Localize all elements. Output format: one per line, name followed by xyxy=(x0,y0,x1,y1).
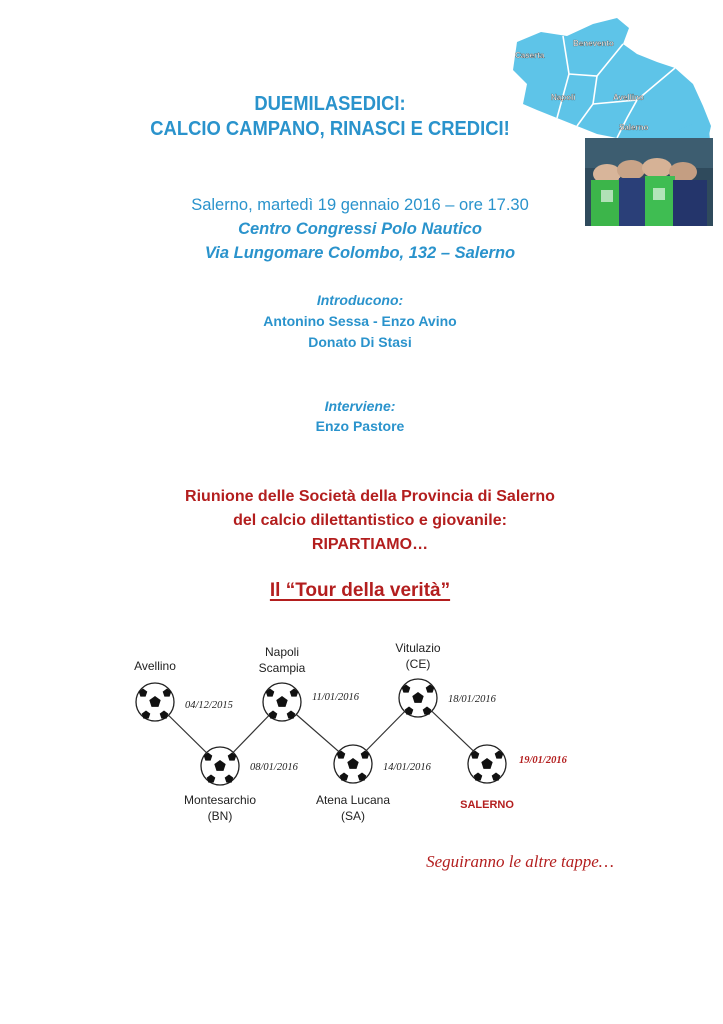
tour-stop-name: Avellino xyxy=(134,659,176,673)
event-address: Via Lungomare Colombo, 132 – Salerno xyxy=(204,244,516,262)
intro-heading: Introducono: xyxy=(316,292,404,308)
tour-stop-name: SALERNO xyxy=(460,799,514,811)
title-line-2: CALCIO CAMPANO, RINASCI E CREDICI! xyxy=(150,118,510,140)
meeting-line-3: RIPARTIAMO… xyxy=(311,536,429,553)
tour-stop-date: 04/12/2015 xyxy=(185,700,233,711)
region-label-benevento: Benevento xyxy=(573,39,614,48)
soccer-ball-icon xyxy=(468,745,506,783)
tour-stop-name: Montesarchio xyxy=(183,793,257,807)
soccer-ball-icon xyxy=(263,683,301,721)
event-venue: Centro Congressi Polo Nautico xyxy=(238,220,482,238)
tour-title xyxy=(180,580,540,602)
intro-speakers-1: Antonino Sessa - Enzo Avino xyxy=(263,313,457,329)
soccer-ball-icon xyxy=(201,747,239,785)
soccer-ball-icon xyxy=(399,679,437,717)
tour-stop-date: 11/01/2016 xyxy=(312,692,360,703)
tour-stop-name: (SA) xyxy=(341,809,365,823)
tour-stop-name: Atena Lucana xyxy=(315,793,391,807)
soccer-ball-icon xyxy=(136,683,174,721)
tour-diagram xyxy=(0,630,723,840)
tour-stop-name: (CE) xyxy=(405,657,431,671)
soccer-ball-icon xyxy=(334,745,372,783)
tour-stop-name: Scampia xyxy=(258,661,306,675)
event-date-time: Salerno, martedì 19 gennaio 2016 – ore 17.30 xyxy=(191,196,529,214)
tour-stop-date: 08/01/2016 xyxy=(250,762,298,773)
meeting-line-2: del calcio dilettantistico e giovanile: xyxy=(233,512,507,529)
region-label-napoli: Napoli xyxy=(551,93,576,102)
tour-title-text: Il “Tour della verità” xyxy=(269,580,451,601)
tour-stop-date: 14/01/2016 xyxy=(383,762,431,773)
tour-stop-name: (BN) xyxy=(207,809,233,823)
intervene-speaker: Enzo Pastore xyxy=(315,418,405,434)
tour-stop-name: Vitulazio xyxy=(395,641,441,655)
region-label-avellino: Avellino xyxy=(613,93,644,102)
intro-speakers-2: Donato Di Stasi xyxy=(308,334,412,350)
intervene-heading: Interviene: xyxy=(324,398,396,414)
title-line-1: DUEMILASEDICI: xyxy=(254,93,406,115)
next-stops-note: Seguiranno le altre tappe… xyxy=(426,852,614,871)
tour-stop-date: 18/01/2016 xyxy=(448,694,496,705)
region-label-salerno: Salerno xyxy=(619,123,649,132)
tour-stop-name: Napoli xyxy=(264,645,300,659)
tour-stop-date: 19/01/2016 xyxy=(519,755,567,766)
region-label-caserta: Caserta xyxy=(515,51,545,60)
event-title xyxy=(110,92,550,142)
meeting-line-1: Riunione delle Società della Provincia di Salerno xyxy=(185,488,555,505)
